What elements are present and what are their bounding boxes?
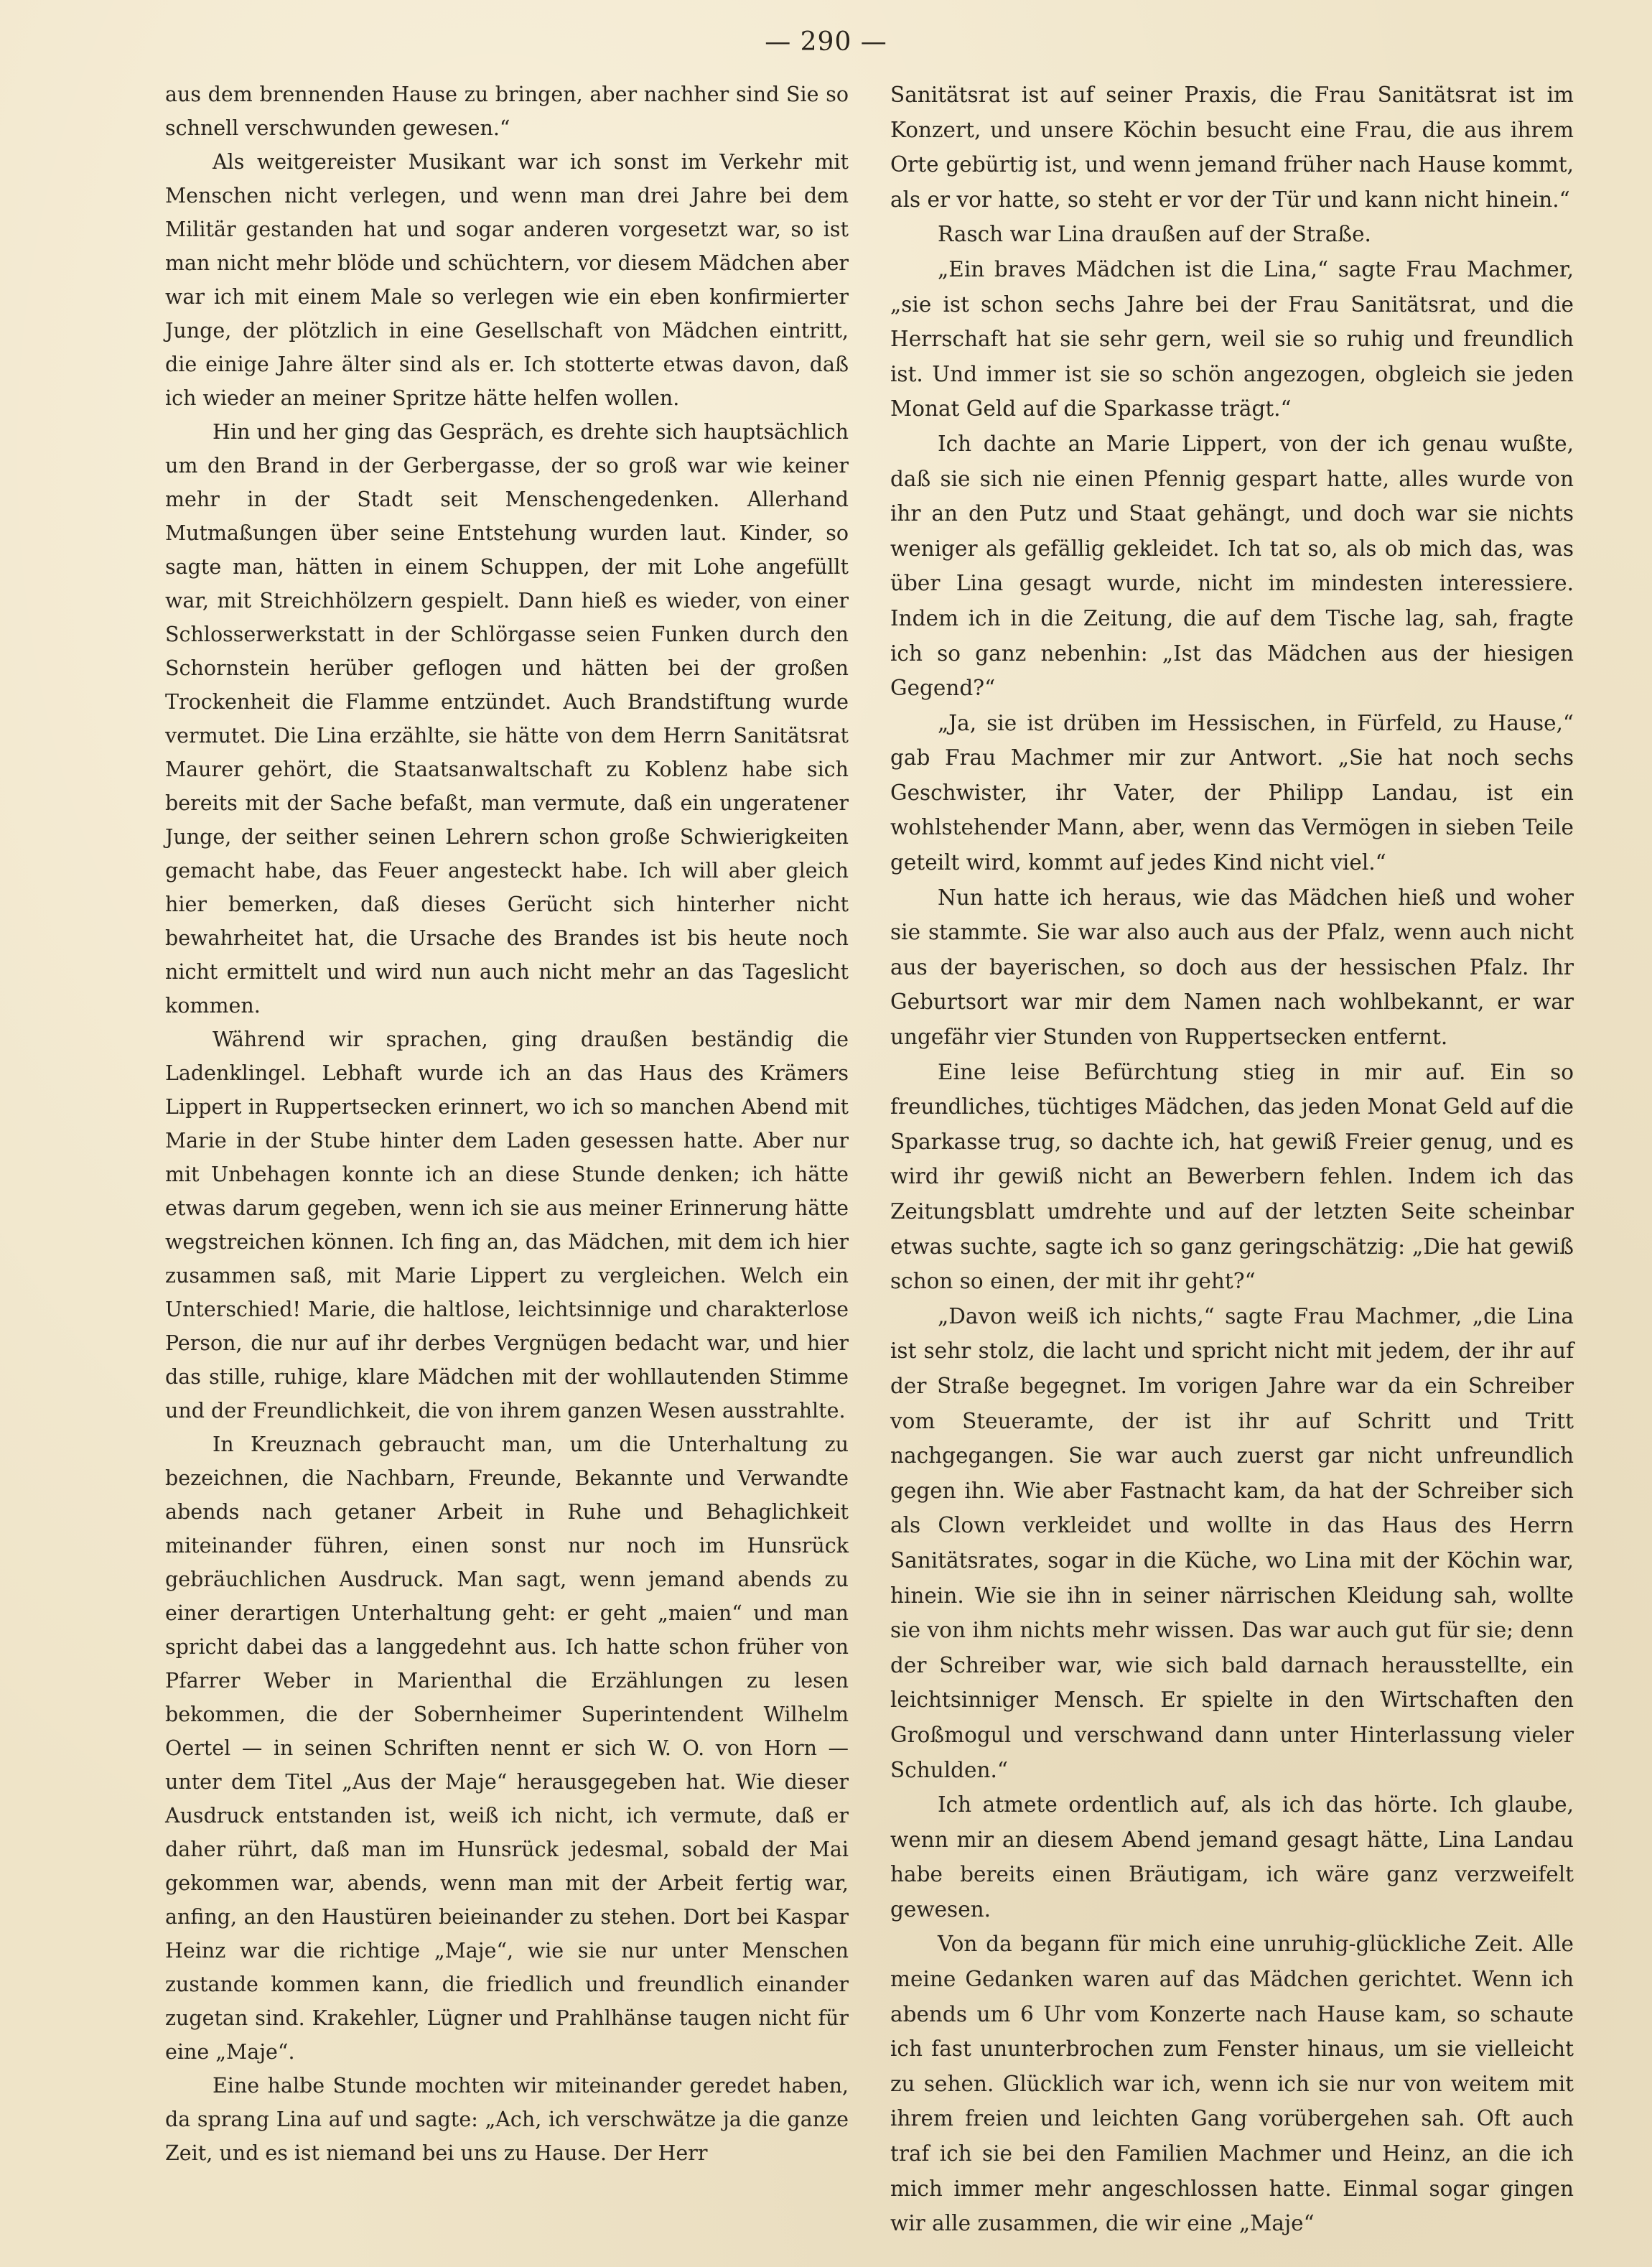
paragraph: Während wir sprachen, ging draußen beständig die Ladenklingel. Lebhaft wurde ich an das Haus des Krämers Lippert in Ruppertsecken erinnert, wo ich so manchen Abend mit Marie in der Stube hinter dem Laden gesessen hatte. Aber nur mit Unbehagen konnte ich an diese Stunde denken; ich hätte etwas darum gegeben, wenn ich sie aus meiner Erinnerung hätte wegstreichen können. Ich fing an, das Mädchen, mit dem ich hier zusammen saß, mit Marie Lippert zu vergleichen. Welch ein Unterschied! Marie, die haltlose, leichtsinnige und charakterlose Person, die nur auf ihr derbes Vergnügen bedacht war, und hier das stille, ruhige, klare Mädchen mit der wohllautenden Stimme und der Freundlichkeit, die von ihrem ganzen Wesen ausstrahlte.: [165, 1028, 849, 1423]
left-column: [165, 78, 849, 2170]
right-column: [890, 78, 1574, 2241]
paragraph: Rasch war Lina draußen auf der Straße.: [938, 222, 1371, 247]
paragraph: Eine leise Befürchtung stieg in mir auf. Ein so freundliches, tüchtiges Mädchen, das jeden Monat Geld auf die Sparkasse trug, so dachte ich, hat gewiß Freier genug, und es wird ihr gewiß nicht an Bewerbern fehlen. Indem ich das Zeitungsblatt umdrehte und auf der letzten Seite scheinbar etwas suchte, sagte ich so ganz geringschätzig: „Die hat gewiß schon so einen, der mit ihr geht?“: [890, 1059, 1574, 1294]
paragraph: „Davon weiß ich nichts,“ sagte Frau Machmer, „die Lina ist sehr stolz, die lacht und spricht nicht mit jedem, der ihr auf der Straße begegnet. Im vorigen Jahre war da ein Schreiber vom Steueramte, der ist ihr auf Schritt und Tritt nachgegangen. Sie war auch zuerst gar nicht unfreundlich gegen ihn. Wie aber Fastnacht kam, da hat der Schreiber sich als Clown verkleidet und wollte in das Haus des Herrn Sanitätsrates, sogar in die Küche, wo Lina mit der Köchin war, hinein. Wie sie ihn in seiner närrischen Kleidung sah, wollte sie von ihm nichts mehr wissen. Das war auch gut für sie; denn der Schreiber war, wie sich bald darnach herausstellte, ein leichtsinniger Mensch. Er spielte in den Wirtschaften den Großmogul und verschwand dann unter Hinterlassung vieler Schulden.“: [890, 1303, 1574, 1782]
paragraph: „Ja, sie ist drüben im Hessischen, in Fürfeld, zu Hause,“ gab Frau Machmer mir zur Antwort. „Sie hat noch sechs Geschwister, ihr Vater, der Philipp Landau, ist ein wohlstehender Mann, aber, wenn das Vermögen in sieben Teile geteilt wird, kommt auf jedes Kind nicht viel.“: [890, 710, 1574, 875]
paragraph: Sanitätsrat ist auf seiner Praxis, die Frau Sanitätsrat ist im Konzert, und unsere Köchin besucht eine Frau, die aus ihrem Orte gebürtig ist, und wenn jemand früher nach Hause kommt, als er vor hatte, so steht er vor der Tür und kann nicht hinein.“: [890, 83, 1574, 212]
page-number: — 290 —: [765, 27, 887, 57]
paragraph: Von da begann für mich eine unruhig-glückliche Zeit. Alle meine Gedanken waren auf das Mädchen gerichtet. Wenn ich abends um 6 Uhr vom Konzerte nach Hause kam, so schaute ich fast ununterbrochen zum Fenster hinaus, um sie vielleicht zu sehen. Glücklich war ich, wenn ich sie nur von weitem mit ihrem freien und leichten Gang vorübergehen sah. Oft auch traf ich sie bei den Familien Machmer und Heinz, an die ich mich immer mehr angeschlossen hatte. Einmal sogar gingen wir alle zusammen, die wir eine „Maje“: [890, 1932, 1574, 2236]
paragraph: Eine halbe Stunde mochten wir miteinander geredet haben, da sprang Lina auf und sagte: „Ach, ich verschwätze ja die ganze Zeit, und es ist niemand bei uns zu Hause. Der Herr: [165, 2074, 849, 2165]
paragraph: Als weitgereister Musikant war ich sonst im Verkehr mit Menschen nicht verlegen, und wenn man drei Jahre bei dem Militär gestanden hat und sogar anderen vorgesetzt war, so ist man nicht mehr blöde und schüchtern, vor diesem Mädchen aber war ich mit einem Male so verlegen wie ein eben konfirmierter Junge, der plötzlich in eine Gesellschaft von Mädchen eintritt, die einige Jahre älter sind als er. Ich stotterte etwas davon, daß ich wieder an meiner Spritze hätte helfen wollen.: [165, 150, 849, 410]
paragraph: Ich atmete ordentlich auf, als ich das hörte. Ich glaube, wenn mir an diesem Abend jemand gesagt hätte, Lina Landau habe bereits einen Bräutigam, ich wäre ganz verzweifelt gewesen.: [890, 1792, 1574, 1922]
paragraph: In Kreuznach gebraucht man, um die Unterhaltung zu bezeichnen, die Nachbarn, Freunde, Bekannte und Verwandte abends nach getaner Arbeit in Ruhe und Behaglichkeit miteinander führen, einen sonst nur noch im Hunsrück gebräuchlichen Ausdruck. Man sagt, wenn jemand abends zu einer derartigen Unterhaltung geht: er geht „maien“ und man spricht dabei das a langgedehnt aus. Ich hatte schon früher von Pfarrer Weber in Marienthal die Erzählungen zu lesen bekommen, die der Sobernheimer Superintendent Wilhelm Oertel — in seinen Schriften nennt er sich W. O. von Horn — unter dem Titel „Aus der Maje“ herausgegeben hat. Wie dieser Ausdruck entstanden ist, weiß ich nicht, ich vermute, daß er daher rührt, daß man im Hunsrück jedesmal, sobald der Mai gekommen war, abends, wenn man mit der Arbeit fertig war, anfing, an den Haustüren beieinander zu stehen. Dort bei Kaspar Heinz war die richtige „Maje“, wie sie nur unter Menschen zustande kommen kann, die friedlich und freundlich einander zugetan sind. Krakehler, Lügner und Prahlhänse taugen nicht für eine „Maje“.: [165, 1433, 849, 2064]
paragraph: „Ein braves Mädchen ist die Lina,“ sagte Frau Machmer, „sie ist schon sechs Jahre bei der Frau Sanitätsrat, und die Herrschaft hat sie sehr gern, weil sie so ruhig und freundlich ist. Und immer ist sie so schön angezogen, obgleich sie jeden Monat Geld auf die Sparkasse trägt.“: [890, 256, 1574, 422]
paragraph: Nun hatte ich heraus, wie das Mädchen hieß und woher sie stammte. Sie war also auch aus der Pfalz, wenn auch nicht aus der bayerischen, so doch aus der hessischen Pfalz. Ihr Geburtsort war mir dem Namen nach wohlbekannt, er war ungefähr vier Stunden von Ruppertsecken entfernt.: [890, 885, 1574, 1050]
paragraph: Hin und her ging das Gespräch, es drehte sich hauptsächlich um den Brand in der Gerbergasse, der so groß war wie keiner mehr in der Stadt seit Menschengedenken. Allerhand Mutmaßungen über seine Entstehung wurden laut. Kinder, so sagte man, hätten in einem Schuppen, der mit Lohe angefüllt war, mit Streichhölzern gespielt. Dann hieß es wieder, von einer Schlosserwerkstatt in der Schlörgasse seien Funken durch den Schornstein herüber geflogen und hätten bei der großen Trockenheit die Flamme entzündet. Auch Brandstiftung wurde vermutet. Die Lina erzählte, sie hätte von dem Herrn Sanitätsrat Maurer gehört, die Staatsanwaltschaft zu Koblenz habe sich bereits mit der Sache befaßt, man vermute, daß ein ungeratener Junge, der seither seinen Lehrern schon große Schwierigkeiten gemacht habe, das Feuer angesteckt habe. Ich will aber gleich hier bemerken, daß dieses Gerücht sich hinterher nicht bewahrheitet hat, die Ursache des Brandes ist bis heute noch nicht ermittelt und wird nun auch nicht mehr an das Tageslicht kommen.: [165, 420, 849, 1018]
paragraph: Ich dachte an Marie Lippert, von der ich genau wußte, daß sie sich nie einen Pfennig gespart hatte, alles wurde von ihr an den Putz und Staat gehängt, und doch war sie nichts weniger als gefällig gekleidet. Ich tat so, als ob mich das, was über Lina gesagt wurde, nicht im mindesten interessiere. Indem ich in die Zeitung, die auf dem Tische lag, sah, fragte ich so ganz nebenhin: „Ist das Mädchen aus der hiesigen Gegend?“: [890, 431, 1574, 701]
paragraph: aus dem brennenden Hause zu bringen, aber nachher sind Sie so schnell verschwunden gewesen.“: [165, 83, 849, 140]
